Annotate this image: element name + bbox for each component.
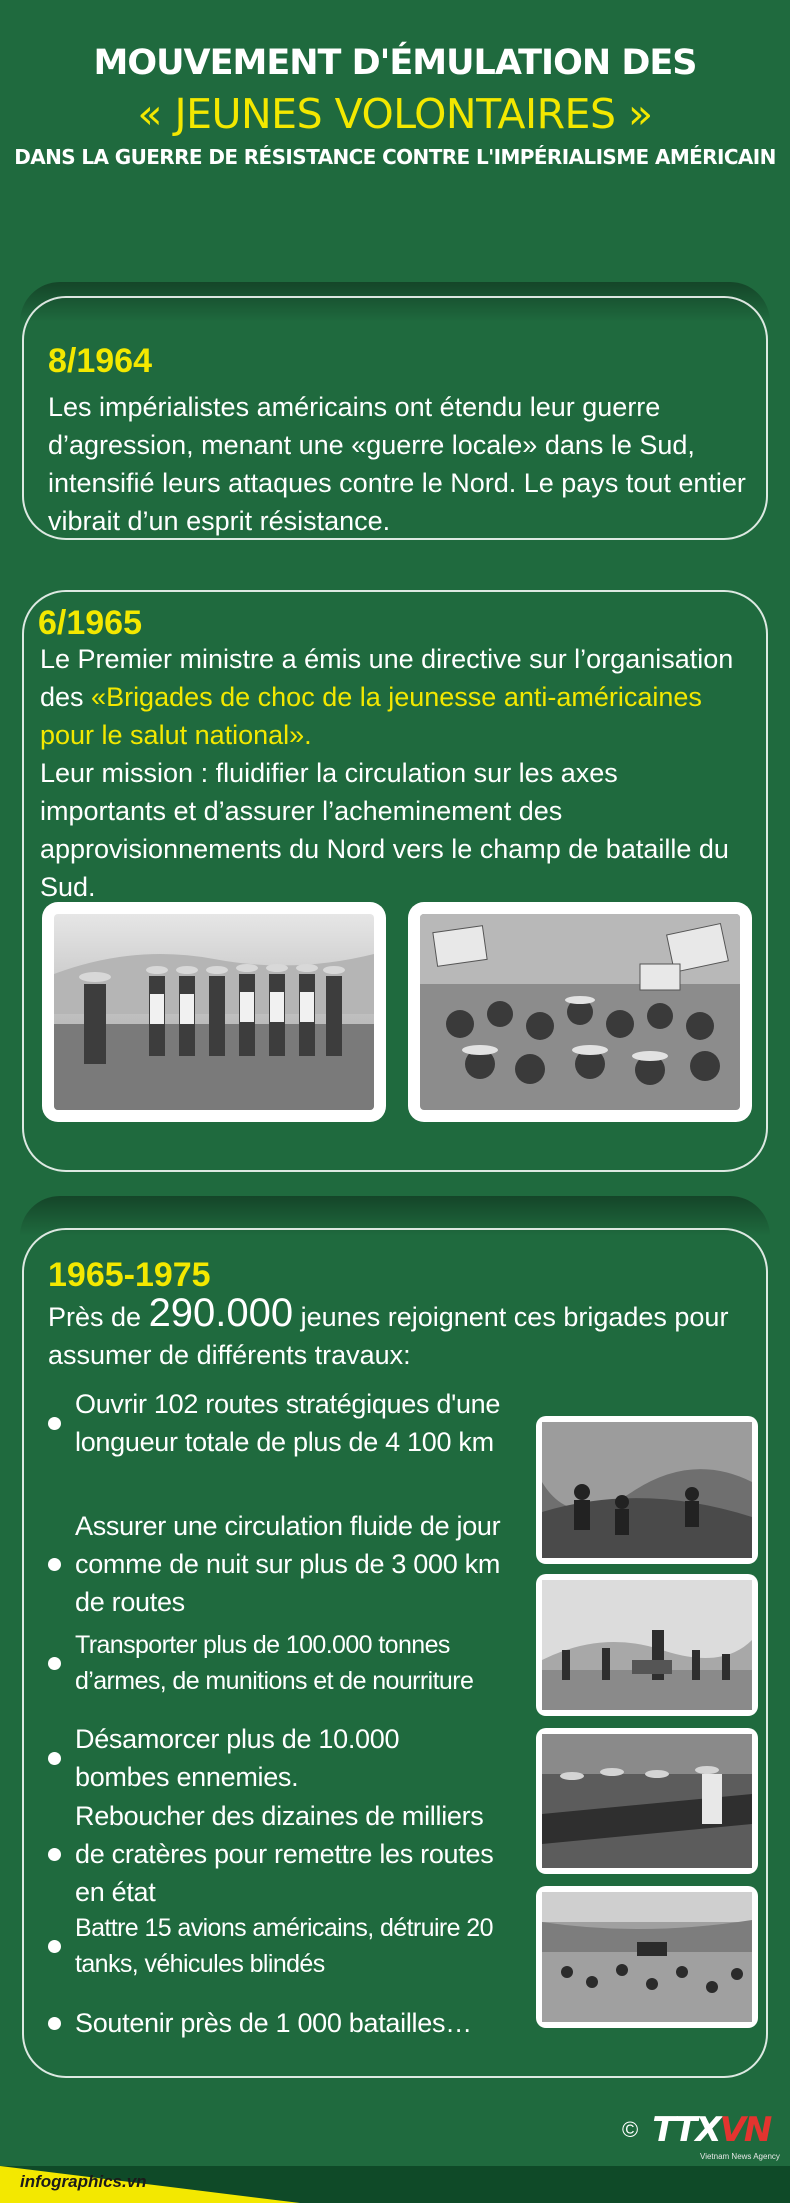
ttxvn-logo <box>622 2110 770 2150</box>
bullet-item <box>48 1720 528 1796</box>
bullet-text: Battre 15 avions américains, détruire 20 tanks, véhicules blindés <box>75 1914 493 1978</box>
photo-bomb-disposal <box>536 1728 758 1874</box>
photo-transport <box>536 1574 758 1716</box>
bullet-dot <box>48 1848 61 1861</box>
section-1965-card <box>22 590 768 1172</box>
bullet-text: Assurer une circulation fluide de jour comme de nuit sur plus de 3 000 km de routes <box>75 1511 501 1617</box>
bullet-item <box>48 2004 568 2042</box>
bullet-text: Ouvrir 102 routes stratégiques d'une longueur totale de plus de 4 100 km <box>75 1389 501 1457</box>
transport-image <box>542 1580 752 1710</box>
bullet-text: Transporter plus de 100.000 tonnes d’armes, de munitions et de nourriture <box>75 1631 474 1695</box>
bullet-dot <box>48 2017 61 2030</box>
bomb-disposal-image <box>542 1734 752 1868</box>
bullet-item <box>48 1507 528 1621</box>
bullet-text: Soutenir près de 1 000 batailles… <box>75 2008 472 2038</box>
bullet-dot <box>48 1657 61 1670</box>
intro-prefix: Près de <box>48 1302 149 1332</box>
header <box>0 40 790 172</box>
date-1965: 6/1965 <box>38 604 142 642</box>
logo-main: TTX <box>652 2110 720 2150</box>
photo-road-building <box>536 1416 758 1564</box>
copyright-symbol: © <box>622 2117 639 2142</box>
photo-volunteers-lineup <box>42 902 386 1122</box>
text-1965 <box>40 640 740 754</box>
bullet-item <box>48 1627 528 1699</box>
title-line-1: MOUVEMENT D'ÉMULATION DES <box>93 43 697 83</box>
date-1964: 8/1964 <box>48 342 152 380</box>
volunteers-rally-image <box>420 914 740 1110</box>
bullet-dot <box>48 1940 61 1953</box>
agency-name: Vietnam News Agency <box>700 2152 780 2161</box>
road-building-image <box>542 1422 752 1558</box>
volunteers-lineup-image <box>54 914 374 1110</box>
text-1965-mission: Leur mission : fluidifier la circulation sur les axes importants et d’assurer l’acheminement des approvisionnements du Nord vers le champ de bataille du Sud. <box>40 758 729 902</box>
bullet-dot <box>48 1752 61 1765</box>
intro-1965-1975 <box>48 1291 748 1374</box>
section-1964-card <box>22 296 768 540</box>
bullet-dot <box>48 1558 61 1571</box>
title-line-2: « JEUNES VOLONTAIRES » <box>137 90 653 138</box>
logo-text <box>652 2110 770 2150</box>
bullet-item <box>48 1910 528 1982</box>
site-link[interactable]: infographics.vn <box>20 2172 147 2191</box>
date-1965-1975: 1965-1975 <box>48 1256 211 1294</box>
logo-accent: VN <box>719 2110 771 2150</box>
subtitle: DANS LA GUERRE DE RÉSISTANCE CONTRE L'IMPÉRIALISME AMÉRICAIN <box>14 145 776 169</box>
intro-suffix: jeunes rejoignent ces brigades pour assumer de différents travaux: <box>48 1302 729 1370</box>
bullet-item <box>48 1385 528 1461</box>
photo-volunteers-rally <box>408 902 752 1122</box>
text-1964: Les impérialistes américains ont étendu leur guerre d’agression, menant une «guerre locale» dans le Sud, intensifié leurs attaques contre le Nord. Le pays tout entier vibrait d’un esprit résistance. <box>48 392 746 536</box>
bullet-text: Reboucher des dizaines de milliers de cratères pour remettre les routes en état <box>75 1801 494 1907</box>
crater-filling-image <box>542 1892 752 2022</box>
text-1965-intro: Le Premier ministre a émis une directive sur l’organisation des <box>40 644 734 712</box>
volunteer-count: 290.000 <box>148 1291 294 1335</box>
photo-crater-filling <box>536 1886 758 2028</box>
bullet-item <box>48 1797 528 1911</box>
bullet-dot <box>48 1417 61 1430</box>
bullet-text: Désamorcer plus de 10.000 bombes ennemies. <box>75 1724 400 1792</box>
text-1965-brigades: «Brigades de choc de la jeunesse anti-américaines pour le salut national». <box>40 682 702 750</box>
